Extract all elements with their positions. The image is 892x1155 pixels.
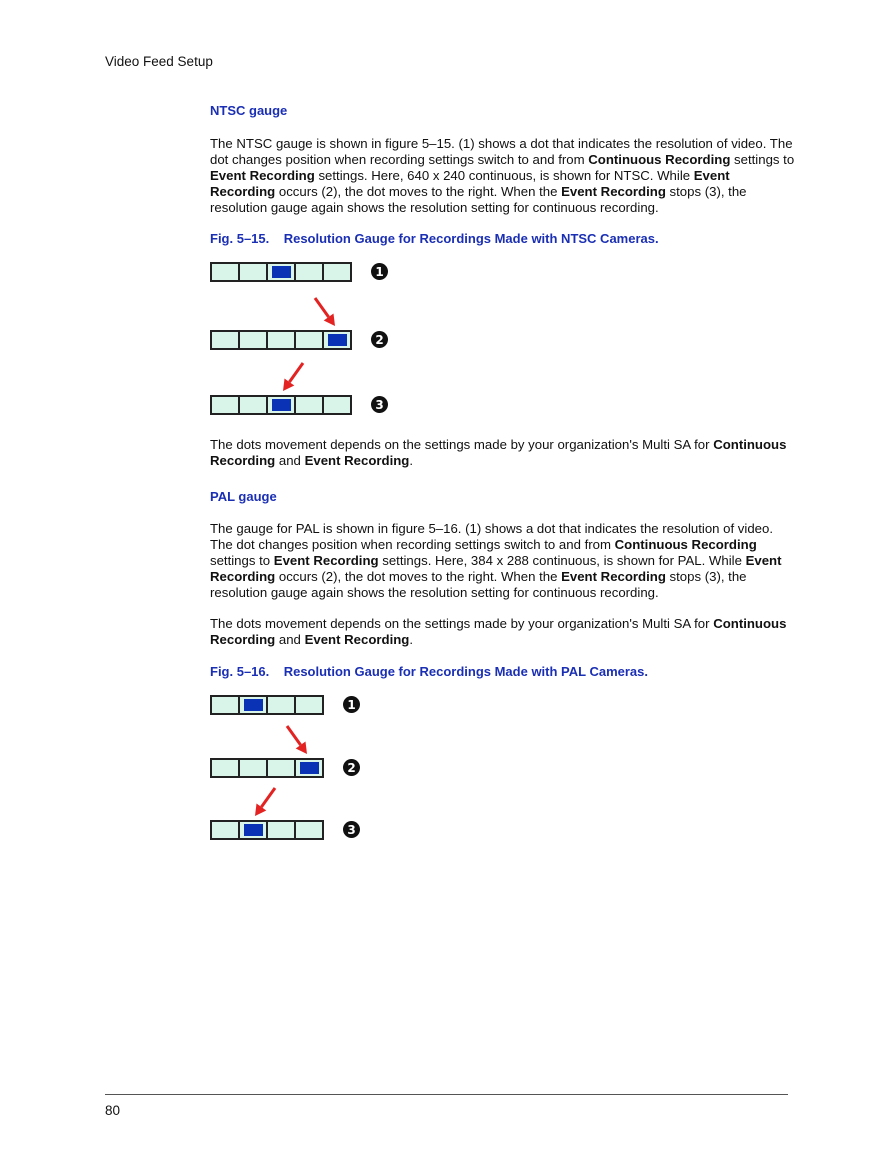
text-run: occurs (2), the dot moves to the right. When the [275,184,562,199]
gauge-cell [296,264,324,280]
step-number-badge: 2 [343,759,360,776]
ntsc-figure-caption: Fig. 5–15. Resolution Gauge for Recordings Made with NTSC Cameras. [210,231,659,246]
gauge-cell [240,332,268,348]
red-arrow-icon [247,780,283,824]
bold-term: Event Recording [210,553,782,584]
gauge-cell [268,822,296,838]
text-run: stops (3), the resolution gauge again shows the resolution setting for continuous recording. [210,184,747,215]
pal-figure-caption: Fig. 5–16. Resolution Gauge for Recordings Made with PAL Cameras. [210,664,649,679]
bold-term: Event Recording [273,553,379,568]
bold-term: Continuous Recording [210,616,787,647]
gauge-cell [240,760,268,776]
resolution-dot [272,399,291,411]
text-run: and [275,632,305,647]
step-number-badge: 1 [343,696,360,713]
gauge-cell [296,697,322,713]
step-number-badge: 3 [343,821,360,838]
page-number: 80 [105,1103,121,1118]
bold-term: Event Recording [561,569,666,584]
bold-term: Continuous Recording [614,537,757,552]
text-run: settings to [210,553,274,568]
gauge-cell [268,697,296,713]
step-number-badge: 1 [371,263,388,280]
resolution-gauge [210,262,352,282]
gauge-cell [240,697,268,713]
gauge-cell [324,264,350,280]
gauge-cell [212,332,240,348]
text-run: settings. Here, 640 x 240 continuous, is shown for NTSC. While [314,168,694,183]
bold-term: Event Recording [304,632,410,647]
text-run: The gauge for PAL is shown in figure 5–16. (1) shows a dot that indicates the resolution of video. The dot changes position when recording settings switch to and from [210,521,773,552]
resolution-dot [328,334,347,346]
text-run: The NTSC gauge is shown in figure 5–15. (1) shows a dot that indicates the resolution of video. The dot changes position when recording settings switch to and from [210,136,793,167]
text-run: . [409,632,414,647]
resolution-dot [244,699,263,711]
gauge-cell [212,697,240,713]
gauge-cell [240,264,268,280]
text-run: settings. Here, 384 x 288 continuous, is shown for PAL. While [378,553,746,568]
red-arrow-icon [279,718,315,762]
gauge-cell [296,397,324,413]
pal-paragraph-2 [210,616,795,648]
gauge-cell [268,760,296,776]
bold-term: Event Recording [304,453,410,468]
pal-heading: PAL gauge [210,489,277,504]
red-arrow-icon [275,355,311,399]
step-number-badge: 2 [371,331,388,348]
bold-term: Event Recording [210,168,315,183]
resolution-dot [244,824,263,836]
ntsc-paragraph-1 [210,136,795,216]
red-arrow-icon [307,290,343,334]
ntsc-heading: NTSC gauge [210,103,288,118]
bold-term: Event Recording [210,168,730,199]
ntsc-paragraph-2 [210,437,795,469]
resolution-dot [272,266,291,278]
gauge-cell [240,822,268,838]
gauge-cell [240,397,268,413]
gauge-cell [324,397,350,413]
text-run: The dots movement depends on the settings made by your organization's Multi SA for [210,437,714,452]
resolution-dot [300,762,319,774]
gauge-cell [296,760,322,776]
gauge-cell [212,397,240,413]
bold-term: Continuous Recording [588,152,731,167]
pal-paragraph-1 [210,521,795,601]
gauge-cell [212,760,240,776]
bold-term: Event Recording [561,184,666,199]
step-number-badge: 3 [371,396,388,413]
gauge-cell [296,332,324,348]
text-run: occurs (2), the dot moves to the right. When the [275,569,562,584]
gauge-cell [268,264,296,280]
gauge-cell [212,264,240,280]
gauge-cell [268,332,296,348]
footer-divider [105,1094,788,1095]
gauge-cell [268,397,296,413]
text-run: settings to [730,152,795,167]
gauge-cell [296,822,322,838]
text-run: . [409,453,414,468]
text-run: The dots movement depends on the settings made by your organization's Multi SA for [210,616,714,631]
text-run: and [275,453,305,468]
bold-term: Continuous Recording [210,437,787,468]
gauge-cell [212,822,240,838]
gauge-cell [324,332,350,348]
running-header: Video Feed Setup [105,54,213,69]
text-run: stops (3), the resolution gauge again shows the resolution setting for continuous recording. [210,569,747,600]
resolution-gauge [210,695,324,715]
